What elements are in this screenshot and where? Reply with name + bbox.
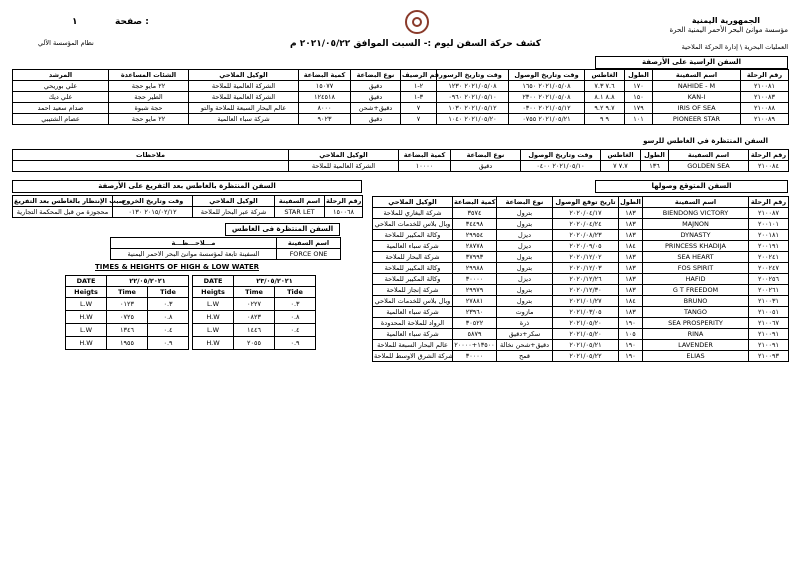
tide-cell: ١٩٥٥: [107, 337, 148, 350]
expected-cell: شركة البغاري للملاحة: [373, 208, 453, 219]
expected-row: [373, 241, 789, 252]
expected-row: [373, 318, 789, 329]
expected-cell: SEA PROSPERITY: [643, 318, 749, 329]
unload_wait-cell: STAR LET: [275, 207, 325, 218]
expected-cell: ٢٠٠١٨١: [749, 230, 789, 241]
berthed-cell: الشركة العالمية للملاحة: [189, 92, 299, 103]
expected-cell: شركة البحار للملاحة: [373, 252, 453, 263]
berthed-cell: ٢٠٢١/٠٥/١٠ ٠٩٦٠: [437, 92, 509, 103]
expected-header-cell: الوكيل الملاحي: [373, 197, 453, 208]
anchor_wait-cell: FORCE ONE: [277, 249, 341, 260]
tide-cell: ٠.٣: [148, 298, 189, 311]
expected-row: [373, 208, 789, 219]
expected-cell: ١٨٣: [619, 263, 643, 274]
tide-cell: ٢٠٥٥: [234, 337, 275, 350]
unload_wait-cell: محجوزة من قبل المحكمة التجارية: [13, 207, 113, 218]
expected-row: [373, 307, 789, 318]
authority-name: مؤسسة موانئ البحر الأحمر اليمنية الحرة: [669, 26, 788, 34]
expected-cell: ٢٠٢٠/٠٤/٢٤: [553, 219, 619, 230]
tide-cell: H.W: [66, 337, 107, 350]
berthed-cell: ١٥٠٧٧: [299, 81, 351, 92]
berthed-header-cell: الشئات المساعدة: [109, 70, 189, 81]
tide-cell: L.W: [66, 324, 107, 337]
tide-cell: ٠.٣: [275, 298, 316, 311]
unload-wait-title: السفن المنتظرة بالغاطس بعد التفريغ على الأرصفة: [12, 180, 362, 193]
berthed-cell: ١٢٤٥١٨: [299, 92, 351, 103]
tide-cell: H.W: [193, 337, 234, 350]
expected-cell: ١٨٣: [619, 230, 643, 241]
berthed-cell: ١٠١: [625, 114, 653, 125]
berthed-cell: ٢٠٢١/٠٥/٢١ ٠٧٥٥: [509, 114, 585, 125]
expected-cell: ٢٠٢٠/١٢/٢٦: [553, 274, 619, 285]
berthed-cell: الطير حجة: [109, 92, 189, 103]
tide-header-row: [66, 287, 189, 298]
tide-cell: ٠.٨: [275, 311, 316, 324]
expected-cell: ٢٠٠٢٦١: [749, 285, 789, 296]
expected-cell: ٢٠٢١/٠٥/٢١: [553, 340, 619, 351]
unload-wait-table: [12, 195, 363, 218]
expected-cell: ذرة: [497, 318, 553, 329]
unload_wait-header-cell: رقم الرحلة: [326, 197, 362, 205]
expected-header-cell: نوع البضاعة: [497, 197, 553, 208]
berthed-cell: علي ديك: [13, 92, 109, 103]
anchor-wait-title: السفن المنتظرة فى الغاطس: [225, 223, 340, 236]
expected-cell: ٢١٠٠٣١: [749, 296, 789, 307]
tide-cell: ٠٢٢٧: [234, 298, 275, 311]
expected-cell: ٢٠٢٠/٠٩/٠٥: [553, 241, 619, 252]
berthed-cell: ٩.٧ ٩.٢: [585, 103, 625, 114]
berthed-cell: حجة شبوة: [109, 103, 189, 114]
tide-table-day1: [65, 275, 189, 350]
expected-cell: شركة إنجاز للملاحة: [373, 285, 453, 296]
expected-cell: ١٨٣: [619, 219, 643, 230]
tide-header-cell: Heigts: [193, 287, 234, 298]
tide-cell: H.W: [193, 311, 234, 324]
expected-cell: RINA: [643, 329, 749, 340]
berthed-header-cell: الطول: [625, 70, 653, 81]
anchorage-header-cell: رقم الرحلة: [749, 150, 789, 161]
expected-header-cell: الطول: [620, 198, 641, 206]
anchorage-title: السفن المنتظرة في الغاطس للرسو: [12, 136, 788, 149]
expected-cell: ١٨٣: [619, 208, 643, 219]
tide-row: [66, 324, 189, 337]
expected-cell: ٣٠٠٠٠: [453, 274, 497, 285]
expected-header-row: [373, 197, 789, 208]
berthed-row: [13, 81, 789, 92]
tide-row: [193, 337, 316, 350]
expected-cell: ديزل: [497, 230, 553, 241]
expected-cell: شركة سباء العالمية: [373, 329, 453, 340]
tide-date-label: DATE: [66, 276, 107, 287]
berthed-cell: دقيق: [351, 92, 401, 103]
expected-cell: ٥٨٧٩: [453, 329, 497, 340]
unload_wait-cell: ١٥٠٠٦٨: [325, 207, 363, 218]
expected-row: [373, 285, 789, 296]
tide-header-cell: Time: [234, 287, 275, 298]
berthed-row: [13, 114, 789, 125]
berthed-cell: ٧: [401, 103, 437, 114]
expected-cell: وكالة المكيبر للملاحة: [373, 263, 453, 274]
expected-cell: وكالة المكيبر للملاحة: [373, 274, 453, 285]
expected-cell: ٢٠٠٢٤١: [749, 252, 789, 263]
berthed-cell: دقيق: [351, 81, 401, 92]
expected-cell: ٢١٠٠٩٣: [749, 351, 789, 362]
berthed-cell: علي بوريحي: [13, 81, 109, 92]
expected-cell: LAVENDER: [643, 340, 749, 351]
expected-row: [373, 340, 789, 351]
tide-cell: ٠.٤: [275, 324, 316, 337]
expected-header-cell: رقم الرحلة: [749, 197, 789, 208]
expected-cell: ٣٤٤٩٨: [453, 219, 497, 230]
berthed-cell: IRIS OF SEA: [653, 103, 741, 114]
tide-date-value: ٢٢/٠٥/٢٠٢١: [107, 276, 189, 287]
unload_wait-header-cell: اسم السفينة: [275, 196, 325, 207]
expected-title: السفن المتوقع وصولها: [595, 180, 788, 193]
unload_wait-cell: ٢٠١٥/٠٢/١٢ ٠١٣٠: [113, 207, 193, 218]
expected-cell: سكر+دقيق: [497, 329, 553, 340]
expected-cell: ٣٠٠٠٠: [453, 351, 497, 362]
unload_wait-header-cell: سبب الإنتظار بالغاطس بعد التفريغ: [14, 197, 126, 205]
berthed-cell: ٢٢ مايو حجة: [109, 81, 189, 92]
berthed-cell: ٢١٠٠٨١: [741, 81, 789, 92]
tide-row: [66, 337, 189, 350]
expected-table: [372, 196, 789, 362]
expected-cell: ٢١٠٠٩١: [749, 329, 789, 340]
berthed-cell: ٢١٠٠٨٣: [741, 92, 789, 103]
expected-cell: HAFID: [643, 274, 749, 285]
expected-cell: وبال بلاس للخدمات الملاحي: [373, 219, 453, 230]
expected-cell: ٢١٠٠٩١: [749, 340, 789, 351]
tide-row: [66, 298, 189, 311]
expected-row: [373, 252, 789, 263]
anchorage-row: [13, 161, 789, 172]
berthed-cell: ١٧٩: [625, 103, 653, 114]
anchorage-cell: ٧.٧ ٧: [601, 161, 641, 172]
tide-cell: ٠٧٢٥: [107, 311, 148, 324]
page-number: ١: [72, 17, 78, 27]
berthed-cell: ٢٢ مايو حجة: [109, 114, 189, 125]
berthed-cell: ٢٠٢١/٠٥/٢٠ ١٠٤٠: [437, 114, 509, 125]
unload_wait-cell: شركة عبر البحار للملاحة: [193, 207, 275, 218]
expected-cell: ٢٩٩٨٨: [453, 263, 497, 274]
operations-department: العمليات البحرية \ إدارة الحركة الملاحية: [681, 43, 788, 51]
berthed-cell: دقيق: [351, 114, 401, 125]
anchorage-header-cell: الوكيل الملاحي: [289, 150, 399, 161]
expected-cell: مازوت: [497, 307, 553, 318]
berthed-cell: عالم البحار السبعة للملاحة والتو: [189, 103, 299, 114]
report-title: كشف حركة السفن ليوم :- السبت الموافق ٢٠٢١/٠٥/٢٢ م: [290, 39, 541, 49]
expected-cell: ١٨٣: [619, 274, 643, 285]
expected-cell: ديزل: [497, 274, 553, 285]
anchorage-header-cell: الغاطس: [601, 150, 641, 161]
berthed-cell: ٢١٠٠٨٨: [741, 103, 789, 114]
expected-cell: دقيق+شحن نخالة: [497, 340, 553, 351]
tide-date-row: [193, 276, 316, 287]
berthed-cell: ١٧٠: [625, 81, 653, 92]
anchorage-header-cell: ملاحظات: [13, 150, 289, 161]
expected-cell: ٢٠٢٠/٠٤/١٧: [553, 208, 619, 219]
berthed-cell: PIONEER STAR: [653, 114, 741, 125]
berthed-header-cell: وقت وتاريخ الرسو: [437, 70, 509, 81]
expected-cell: BIENDONG VICTORY: [643, 208, 749, 219]
expected-header-cell: كمية البضاعة: [454, 198, 496, 206]
berthed-header-cell: الغاطس: [585, 70, 625, 81]
expected-cell: بترول: [497, 252, 553, 263]
tide-date-label: DATE: [193, 276, 234, 287]
tide-cell: ٠.٤: [148, 324, 189, 337]
expected-cell: ٢٠٠١٠١: [749, 219, 789, 230]
authority-logo: [405, 10, 429, 34]
expected-row: [373, 274, 789, 285]
expected-cell: FOS SPIRIT: [643, 263, 749, 274]
anchor_wait-header-row: [111, 238, 341, 249]
tide-row: [66, 311, 189, 324]
expected-header-cell: اسم السفينة: [643, 197, 749, 208]
berthed-cell: ٣-١: [401, 92, 437, 103]
anchorage-header-cell: نوع البضاعة: [451, 150, 521, 161]
expected-cell: ٢٠٢١/٠٥/٢٠: [553, 318, 619, 329]
expected-cell: ٢٠٢٠/١٢/٠٣: [553, 263, 619, 274]
expected-cell: ١٨٣: [619, 307, 643, 318]
tide-row: [193, 324, 316, 337]
berthed-header-row: [13, 70, 789, 81]
anchorage-header-cell: اسم السفينة: [669, 150, 749, 161]
anchorage-header-cell: الطول: [641, 150, 669, 161]
berthed-row: [13, 103, 789, 114]
expected-cell: ٢٠٢١/٠٣/٠٥: [553, 307, 619, 318]
expected-cell: ELIAS: [643, 351, 749, 362]
berthed-cell: الشركة العالمية للملاحة: [189, 81, 299, 92]
system-label: نظام المؤسسة الآلي: [38, 39, 94, 47]
tide-cell: L.W: [193, 324, 234, 337]
republic-name: الجمهورية اليمنية: [691, 16, 760, 25]
expected-cell: بترول: [497, 285, 553, 296]
berthed-header-cell: كمية البضاعة: [299, 70, 351, 81]
page-label: صفحة :: [115, 17, 149, 27]
anchorage-table: [12, 149, 789, 172]
berthed-cell: ٨٠٠٠: [299, 103, 351, 114]
expected-row: [373, 219, 789, 230]
tide-date-row: [66, 276, 189, 287]
anchorage-cell: [13, 161, 289, 172]
anchorage-cell: الشركة العالمية للملاحة: [289, 161, 399, 172]
expected-cell: شركة سباء العالمية: [373, 307, 453, 318]
expected-cell: ٢٣٩٦٠: [453, 307, 497, 318]
expected-cell: ٢٩٩٧٩: [453, 285, 497, 296]
berthed-row: [13, 92, 789, 103]
expected-cell: DYNASTY: [643, 230, 749, 241]
tide-cell: L.W: [66, 298, 107, 311]
berthed-cell: ٢٠٢١/٠٥/٠٨ ١٦٥٠: [509, 81, 585, 92]
anchorage-header-cell: وقت وتاريخ الوصول: [521, 150, 601, 161]
berthed-cell: NAHIDE - M: [653, 81, 741, 92]
tide-header-cell: Heigts: [66, 287, 107, 298]
tide-cell: H.W: [66, 311, 107, 324]
expected-cell: ديزل: [497, 241, 553, 252]
expected-cell: ١٣٥٠٠+٢٠٠٠٠: [454, 341, 495, 349]
tide-row: [193, 298, 316, 311]
berthed-header-cell: الوكيل الملاحي: [189, 70, 299, 81]
anchorage-cell: دقيق: [451, 161, 521, 172]
expected-row: [373, 296, 789, 307]
expected-cell: TANGO: [643, 307, 749, 318]
expected-cell: ١٩٠: [619, 340, 643, 351]
expected-cell: بترول: [497, 263, 553, 274]
expected-cell: ٢٠٢٠/١٢/٣٠: [553, 285, 619, 296]
berthed-cell: صدام سعيد احمد: [13, 103, 109, 114]
berthed-header-cell: رقم الرصيف: [402, 71, 443, 79]
berthed-cell: ٧: [401, 114, 437, 125]
expected-cell: ٢٨٧٧٨: [453, 241, 497, 252]
anchorage-cell: ٢١٠٠٨٤: [749, 161, 789, 172]
anchor_wait-header-cell: اسم السفينة: [277, 238, 341, 249]
expected-cell: ٢١٠٠٥١: [749, 307, 789, 318]
tide-table-day2: [192, 275, 316, 350]
expected-cell: ٢٩٩٥٤: [453, 230, 497, 241]
expected-cell: ١٨٤: [619, 241, 643, 252]
tide-cell: ٠.٩: [275, 337, 316, 350]
unload_wait-header-row: [13, 196, 363, 207]
berthed-title: السفن الراسية على الأرصفة: [595, 56, 788, 69]
berthed-header-cell: نوع البضاعة: [351, 70, 401, 81]
expected-cell: PRINCESS KHADIJA: [643, 241, 749, 252]
expected-cell: قمح: [497, 351, 553, 362]
expected-cell: وبال بلاس للخدمات الملاحي: [373, 296, 453, 307]
berthed-cell: ٩ ٩: [585, 114, 625, 125]
berthed-header-cell: اسم السفينة: [653, 70, 741, 81]
unload_wait-row: [13, 207, 363, 218]
expected-row: [373, 230, 789, 241]
expected-cell: عالم البحار السبعة للملاحة: [373, 340, 453, 351]
tide-cell: ٠.٨: [148, 311, 189, 324]
expected-cell: ٢٠٠٢٥٦: [749, 274, 789, 285]
expected-cell: BRUNO: [643, 296, 749, 307]
berthed-cell: ٨.٨ ٨.١: [585, 92, 625, 103]
anchorage-header-cell: كمية البضاعة: [399, 150, 451, 161]
expected-cell: ١٨٣: [619, 285, 643, 296]
expected-cell: ١٠٥: [619, 329, 643, 340]
anchor_wait-cell: السفينة تابعة لمؤسسة موانئ البحر الاحمر اليمنية: [111, 249, 277, 260]
expected-cell: ٢٧٨٨١: [453, 296, 497, 307]
berthed-cell: ٢٠٢١/٠٥/٠٨ ١٢٣٠: [437, 81, 509, 92]
tide-header-cell: Time: [107, 287, 148, 298]
berthed-cell: ٢١٠٠٨٩: [741, 114, 789, 125]
expected-row: [373, 351, 789, 362]
berthed-cell: دقيق+شحن: [351, 103, 401, 114]
tide-cell: ١٣٤٦: [107, 324, 148, 337]
expected-cell: ١٩٠: [619, 351, 643, 362]
berthed-cell: KAN-I: [653, 92, 741, 103]
expected-cell: ٢٠٠٢٤٧: [749, 263, 789, 274]
berthed-cell: شركة سباء العالمية: [189, 114, 299, 125]
expected-row: [373, 329, 789, 340]
expected-cell: ٢٠٢٠/٠٨/٢٣: [553, 230, 619, 241]
expected-cell: G T FREEDOM: [643, 285, 749, 296]
tide-cell: ٠١٢٣: [107, 298, 148, 311]
expected-row: [373, 263, 789, 274]
tide-cell: ٠.٩: [148, 337, 189, 350]
expected-cell: SEA HEART: [643, 252, 749, 263]
tide-row: [193, 311, 316, 324]
expected-header-cell: تاريخ توقع الوصول: [553, 197, 619, 208]
expected-cell: ٢٠٢١/٠٥/٢٢: [553, 351, 619, 362]
anchor-wait-table: [110, 237, 341, 260]
tide-cell: L.W: [193, 298, 234, 311]
tides-title: TIMES & HEIGHTS OF HIGH & LOW WATER: [95, 263, 260, 271]
expected-cell: ٣٧٩٩٣: [453, 252, 497, 263]
unload_wait-header-cell: وقت وتاريخ الخروج: [113, 196, 193, 207]
expected-cell: ٢٠٢٠/١٢/٠٢: [553, 252, 619, 263]
tide-header-cell: Tide: [275, 287, 316, 298]
tide-cell: ١٤٤٦: [234, 324, 275, 337]
expected-cell: ١٨٤: [619, 296, 643, 307]
berthed-cell: ٩٠٢٣: [299, 114, 351, 125]
anchorage-cell: ٢٠٢١/٠٥/١٠ ٠٤٠٠: [521, 161, 601, 172]
expected-cell: وكالة المكيبر للملاحة: [373, 230, 453, 241]
expected-cell: بترول: [497, 208, 553, 219]
berthed-table: [12, 69, 789, 125]
expected-cell: شركة سباء العالمية: [373, 241, 453, 252]
expected-cell: شركة الشرق الاوسط للملاحة: [374, 352, 454, 360]
anchorage-cell: ١٣٦: [641, 161, 669, 172]
expected-cell: ٣٠٥٢٢: [453, 318, 497, 329]
unload_wait-header-cell: الوكيل الملاحي: [193, 196, 275, 207]
anchor_wait-header-cell: مـــلاحـــظـــة: [111, 238, 277, 249]
berthed-cell: ٢٠٢١/٠٥/١٢ ٠٣٠٠: [509, 103, 585, 114]
tide-cell: ٠٨٢٣: [234, 311, 275, 324]
berthed-header-cell: وقت وتاريخ الوصول: [509, 70, 585, 81]
berthed-cell: ٢٠٢١/٠٥/٠٨ ٢٣٠٠: [509, 92, 585, 103]
anchorage-cell: GOLDEN SEA: [669, 161, 749, 172]
berthed-cell: ١٥٠: [625, 92, 653, 103]
expected-cell: ٣٥٧٤: [453, 208, 497, 219]
anchorage-header-row: [13, 150, 789, 161]
expected-cell: ١٨٣: [619, 252, 643, 263]
tide-header-row: [193, 287, 316, 298]
berthed-cell: ٢-١: [401, 81, 437, 92]
expected-cell: ٢٠٠١٩١: [749, 241, 789, 252]
expected-cell: الرواد للملاحة المحدودة: [373, 318, 453, 329]
tide-date-value: ٢٣/٠٥/٢٠٢١: [234, 276, 316, 287]
berthed-header-cell: المرشد: [13, 70, 109, 81]
berthed-cell: ٢٠٢١/٠٥/١٢ ١٠٣٠: [437, 103, 509, 114]
expected-cell: ٢١٠٠٦٧: [749, 318, 789, 329]
expected-cell: ٢٠٢١/٠٥/٢٠: [553, 329, 619, 340]
expected-cell: ٢١٠٠٨٧: [749, 208, 789, 219]
tide-header-cell: Tide: [148, 287, 189, 298]
expected-cell: بترول: [497, 296, 553, 307]
berthed-header-cell: رقم الرحلة: [741, 70, 789, 81]
expected-cell: بترول: [497, 219, 553, 230]
anchor_wait-row: [111, 249, 341, 260]
expected-cell: MAJNON: [643, 219, 749, 230]
berthed-cell: ٧.٦ ٧.٣: [585, 81, 625, 92]
anchorage-cell: ١٠٠٠٠: [399, 161, 451, 172]
expected-cell: ٢٠٢١/٠١/٢٧: [553, 296, 619, 307]
expected-cell: ١٩٠: [619, 318, 643, 329]
berthed-cell: عصام الشتيبي: [13, 114, 109, 125]
